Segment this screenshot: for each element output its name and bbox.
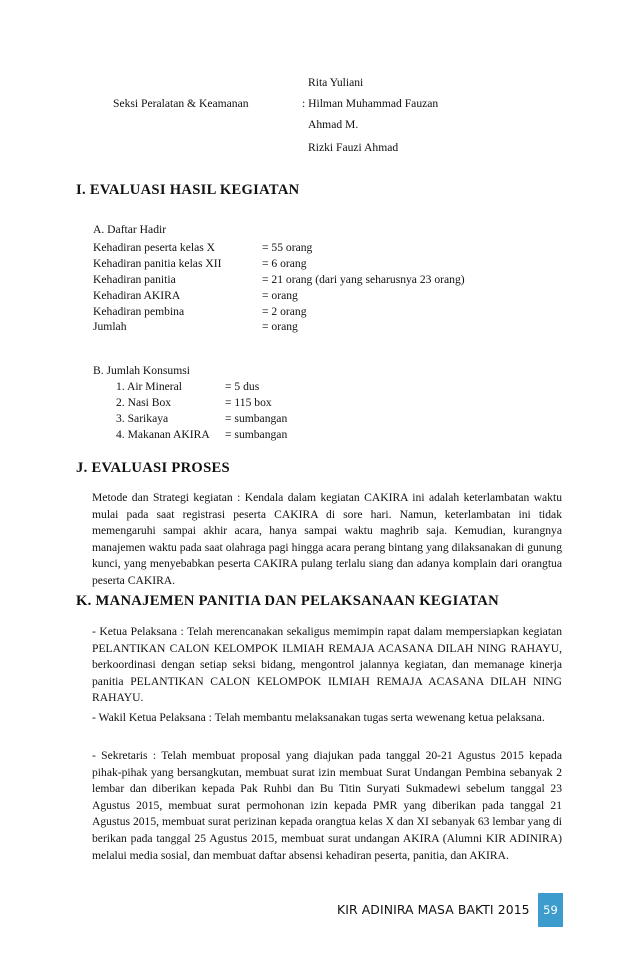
section-heading: K. MANAJEMEN PANITIA DAN PELAKSANAAN KEGIATAN (76, 593, 499, 609)
consumption-value: = sumbangan (225, 412, 288, 425)
attendance-label: Kehadiran panitia kelas XII (93, 257, 222, 270)
consumption-value: = 115 box (225, 396, 272, 409)
subsection-heading: B. Jumlah Konsumsi (93, 364, 190, 377)
page-number: 59 (543, 903, 558, 917)
attendance-label: Jumlah (93, 320, 127, 333)
wakil-paragraph: - Wakil Ketua Pelaksana : Telah membantu melaksanakan tugas serta wewenang ketua pelaksana. (92, 711, 545, 724)
consumption-value: = 5 dus (225, 380, 260, 393)
consumption-label: 2. Nasi Box (116, 396, 172, 409)
consumption-value: = sumbangan (225, 428, 288, 441)
committee-name: Ahmad M. (308, 118, 359, 131)
attendance-label: Kehadiran panitia (93, 273, 176, 286)
process-evaluation-paragraph: Metode dan Strategi kegiatan : Kendala dalam kegiatan CAKIRA ini adalah keterlambatan waktu mulai pada saat registrasi peserta CAKIRA di sore hari. Namun, keterlambatan ini tidak memengaruhi sampai akhir acara, hanya sampai waktu maghrib saja. Kemudian, kurangnya manajemen waktu pada saat olahraga pagi hingga acara perang bintang yang dilaksanakan di gunung kunci, yang menyebabkan peserta CAKIRA pulang terlalu siang dan adanya komplain dari orangtua peserta CAKIRA. (92, 491, 562, 587)
section-heading: J. EVALUASI PROSES (76, 460, 230, 476)
committee-name: Rita Yuliani (308, 76, 364, 89)
sekretaris-paragraph: - Sekretaris : Telah membuat proposal yang diajukan pada tanggal 20-21 Agustus 2015 kepada pihak-pihak yang bersangkutan, membuat surat izin membuat Surat Undangan Pembina sebanyak 2 lembar dan diberikan kepada Pak Ruhbi dan Bu Titin Suryati Sukmadewi sebelum tanggal 23 Agustus 2015, membuat surat permohonan izin kepada PMR yang diberikan pada tanggal 21 Agustus 2015, membuat surat perizinan kepada orangtua kelas X dan XI sebanyak 63 lembar yang di berikan pada tanggal 25 Agustus 2015, membuat surat undangan AKIRA (Alumni KIR ADINIRA) melalui media sosial, dan membuat daftar absensi kehadiran peserta, panitia, dan AKIRA. (92, 749, 562, 862)
attendance-value: = orang (262, 320, 298, 333)
footer-title: KIR ADINIRA MASA BAKTI 2015 (337, 902, 530, 917)
section-heading: I. EVALUASI HASIL KEGIATAN (76, 182, 300, 198)
consumption-label: 4. Makanan AKIRA (116, 428, 210, 441)
consumption-label: 3. Sarikaya (116, 412, 169, 425)
page-number-badge (538, 893, 563, 927)
attendance-value: = 21 orang (dari yang seharusnya 23 orang) (262, 273, 465, 286)
attendance-label: Kehadiran peserta kelas X (93, 241, 216, 254)
attendance-label: Kehadiran AKIRA (93, 289, 181, 302)
attendance-value: = orang (262, 289, 298, 302)
attendance-value: = 2 orang (262, 305, 307, 318)
attendance-label: Kehadiran pembina (93, 305, 185, 318)
consumption-label: 1. Air Mineral (116, 380, 183, 393)
ketua-paragraph: - Ketua Pelaksana : Telah merencanakan sekaligus memimpin rapat dalam mempersiapkan kegiatan PELANTIKAN CALON KELOMPOK ILMIAH REMAJA ACASANA DILAH NING RAHAYU, berkoordinasi dengan setiap seksi bidang, mengontrol jalannya kegiatan, dan memanage kinerja panitia PELANTIKAN CALON KELOMPOK ILMIAH REMAJA ACASANA DILAH NING RAHAYU. (92, 625, 562, 705)
committee-name: Rizki Fauzi Ahmad (308, 141, 399, 154)
attendance-value: = 55 orang (262, 241, 313, 254)
committee-name: : Hilman Muhammad Fauzan (302, 97, 439, 110)
committee-role: Seksi Peralatan & Keamanan (113, 97, 249, 110)
attendance-value: = 6 orang (262, 257, 307, 270)
subsection-heading: A. Daftar Hadir (93, 223, 167, 236)
